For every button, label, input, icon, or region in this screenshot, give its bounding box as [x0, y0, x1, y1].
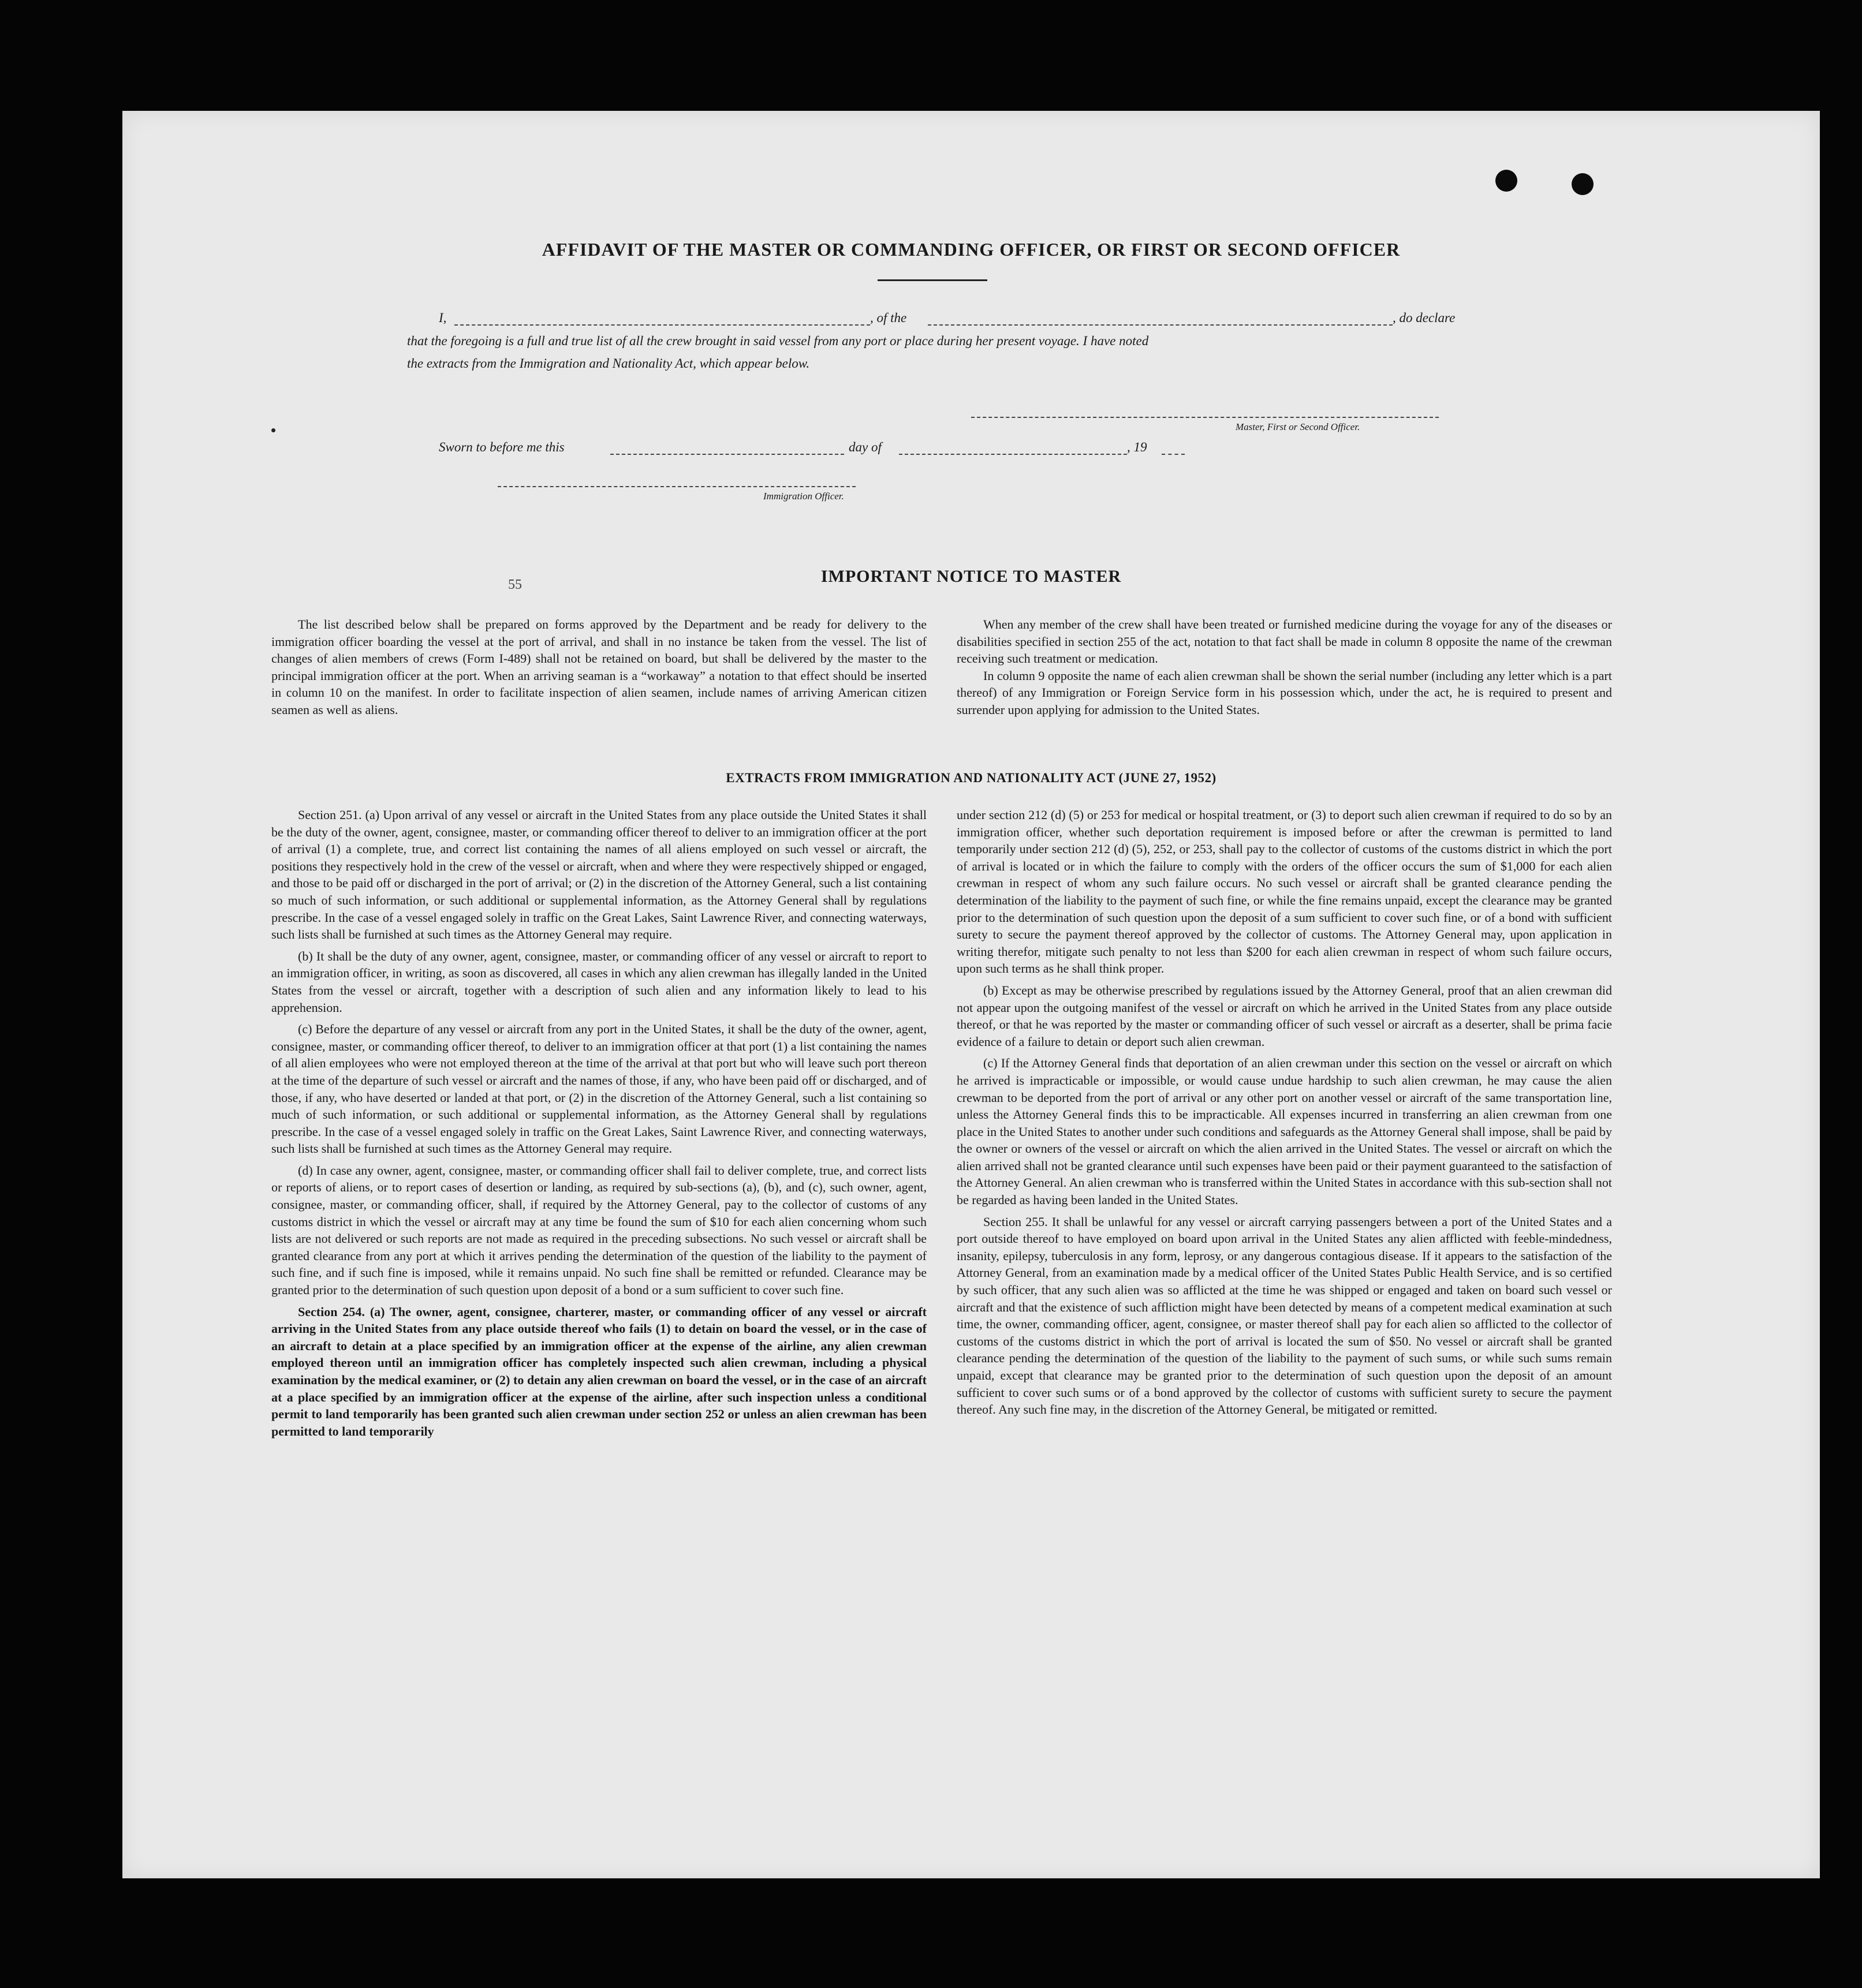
section-251d: (d) In case any owner, agent, consignee, master, or commanding officer shall fail to deliver complete, true, and correct lists or reports of aliens, or to report cases of desertion or landing, as required by sub-sections (a), (b), and (c), such owner, agent, consignee, master, or commanding officer, shall, if required by the Attorney General, pay to the collector of customs of any customs district in which the vessel or aircraft may at any time be found the sum of $10 for each alien concerning whom such lists are not delivered or such reports are not made as required in the preceding subsections. No such vessel or aircraft shall be granted clearance from any port at which it arrives pending the determination of the question of the liability to the payment of such fine, and if such fine is imposed, while it remains unpaid. No such fine shall be remitted or refunded. Clearance may be granted prior to the determination of such question upon deposit of a bond or a sum sufficient to cover such fine. [271, 1163, 927, 1298]
notice-right-paragraph-2: In column 9 opposite the name of each alien crewman shall be shown the serial number (including any letter which is a part thereof) of any Immigration or Foreign Service form in his possession which, under the act, he is required to present and surrender upon applying for admission to the United States. [957, 668, 1612, 717]
punch-hole-left [1495, 170, 1517, 192]
extracts-left-column [271, 806, 927, 1444]
master-signature-label: Master, First or Second Officer. [1236, 421, 1360, 432]
document-page [122, 111, 1820, 1878]
sworn-date-blank [610, 454, 844, 455]
extracts-heading: EXTRACTS FROM IMMIGRATION AND NATIONALITY ACT (JUNE 27, 1952) [726, 771, 1217, 785]
notice-heading: IMPORTANT NOTICE TO MASTER [820, 567, 1122, 586]
punch-hole-right [1572, 173, 1594, 195]
section-251a: Section 251. (a) Upon arrival of any vessel or aircraft in the United States from any place outside the United States it shall be the duty of the owner, agent, consignee, master, or commanding officer thereof to deliver to an immigration officer at the port of arrival (1) a complete, true, and correct list containing the names of all aliens employed on such vessel or aircraft, the positions they respectively hold in the crew of the vessel or aircraft, when and where they were respectively shipped or engaged, and those to be paid off or discharged in the port of arrival; or (2) in the discretion of the Attorney General, such a list containing so much of such information, or such additional or supplemental information, as the Attorney General shall by regulations prescribe. In the case of a vessel engaged solely in traffic on the Great Lakes, Saint Lawrence River, and connecting waterways, such lists shall be furnished at such times as the Attorney General may require. [271, 808, 927, 942]
immigration-officer-line [498, 486, 856, 487]
affidavit-statement-line: that the foregoing is a full and true list of all the crew brought in said vessel from any port or place during her present voyage. I have noted [407, 334, 1149, 348]
section-254b: (b) Except as may be otherwise prescribed by regulations issued by the Attorney General, proof that an alien crewman did not appear upon the outgoing manifest of the vessel or aircraft on which he arrived in the United States from any place outside thereof, or that he was reported by the master or commanding officer of such vessel or aircraft as a deserter, shall be prima facie evidence of a failure to detain or deport such alien crewman. [957, 982, 1612, 1049]
section-254c: (c) If the Attorney General finds that deportation of an alien crewman under this section on the vessel or aircraft on which he arrived is impracticable or impossible, or would cause undue hardship to such alien crewman, he may cause the alien crewman to be deported from the port of arrival or any other port on another vessel or aircraft of the same transportation line, unless the Attorney General finds this to be impracticable. All expenses incurred in transferring an alien crewman from one place in the United States to another under such conditions and safeguards as the Attorney General shall impose, shall be paid by the owner or owners of the vessel or aircraft on which the alien arrived in the United States. The vessel or aircraft on which the alien arrived shall not be granted clearance until such expenses have been paid or their payment guaranteed to the satisfaction of the Attorney General. An alien crewman who is transferred within the United States in accordance with this sub-section shall not be regarded as having been landed in the United States. [957, 1056, 1612, 1208]
month-blank [899, 454, 1127, 455]
year-blank [1162, 454, 1185, 455]
title-underline [878, 279, 987, 281]
day-of-label: day of [849, 440, 882, 454]
affidavit-i-label: I, [439, 311, 447, 325]
notice-left-column [271, 616, 927, 723]
section-255: Section 255. It shall be unlawful for any vessel or aircraft carrying passengers between a port of the United States and a port outside thereof to have employed on board upon arrival in the United States any alien afflicted with feeble-mindedness, insanity, epilepsy, tuberculosis in any form, leprosy, or any dangerous contagious disease. If it appears to the satisfaction of the Attorney General, from an examination made by a medical officer of the United States Public Health Service, and is so certified by such officer, that any such alien was so afflicted at the time he was shipped or engaged and taken on board such vessel or aircraft and that the existence of such affliction might have been detected by means of a competent medical examination at such time, the owner, commanding officer, agent, consignee, or master thereof shall pay for each alien so afflicted to the collector of customs of the customs district in which the port of arrival is located the sum of $50. No vessel or aircraft shall be granted clearance pending the determination of the question of the liability to the payment of such sums, or while such sums remain unpaid, except that clearance may be granted prior to the determination of such question upon the deposit of an amount sufficient to cover such sums or of a bond approved by the collector of customs with sufficient surety to secure the payment thereof. Any such fine may, in the discretion of the Attorney General, be mitigated or remitted. [957, 1214, 1612, 1417]
affidavit-title: AFFIDAVIT OF THE MASTER OR COMMANDING OFFICER, OR FIRST OR SECOND OFFICER [542, 239, 1401, 260]
section-251c: (c) Before the departure of any vessel or aircraft from any port in the United States, it shall be the duty of the owner, agent, consignee, master, or commanding officer thereof, to deliver to an immigration officer at that port (1) a list containing the names of all alien employees who were not employed thereon at the time of the arrival at that port but who will leave such port thereon at the time of the departure of such vessel or aircraft and the names of those, if any, who have been paid off or discharged, and of those, if any, who have deserted or landed at that port, or (2) in the discretion of the Attorney General, such a list containing so much of such information, or such additional or supplemental information, as the Attorney General shall by regulations prescribe. In the case of a vessel engaged solely in traffic on the Great Lakes, Saint Lawrence River, and connecting waterways, such lists shall be furnished at such times as the Attorney General may require. [271, 1022, 927, 1156]
master-signature-line [971, 417, 1439, 418]
notice-left-paragraph: The list described below shall be prepared on forms approved by the Department and be ready for delivery to the immigration officer boarding the vessel at the port of arrival, and shall in no instance be taken from the vessel. The list of changes of alien members of crews (Form I-489) shall not be retained on board, but shall be delivered by the master to the principal immigration officer at the port. When an arriving seaman is a “workaway” a notation to that effect should be inserted in column 10 on the manifest. In order to facilitate inspection of alien seamen, include names of arriving American citizen seamen as well as aliens. [271, 617, 927, 717]
affidavit-of-the-label: , of the [870, 311, 907, 325]
affidavit-declare-label: , do declare [1393, 311, 1456, 325]
notice-right-column [957, 616, 1612, 723]
section-254a: Section 254. (a) The owner, agent, consignee, charterer, master, or commanding officer of any vessel or aircraft arriving in the United States from any place outside thereof who fails (1) to detain on board the vessel, or in the case of an aircraft to detain at a place specified by an immigration officer at the expense of the airline, any alien crewman employed thereon until an immigration officer has completely inspected such alien crewman, including a physical examination by the medical examiner, or (2) to detain any alien crewman on board the vessel, or in the case of an aircraft at a place specified by an immigration officer at the expense of the airline, after such inspection unless a conditional permit to land temporarily has been granted such alien crewman under section 252 or unless an alien crewman has been permitted to land temporarily [271, 1304, 927, 1438]
name-blank [454, 324, 870, 326]
year-label: , 19 [1127, 440, 1147, 454]
sworn-label: Sworn to before me this [439, 440, 565, 454]
vessel-blank [928, 324, 1393, 326]
ink-speck [271, 428, 275, 432]
section-251b: (b) It shall be the duty of any owner, agent, consignee, master, or commanding officer of any vessel or aircraft to report to an immigration officer, in writing, as soon as discovered, all cases in which any alien crewman has illegally landed in the United States from the vessel or aircraft, together with a description of such alien and any information likely to lead to his apprehension. [271, 948, 927, 1015]
notice-right-paragraph-1: When any member of the crew shall have been treated or furnished medicine during the voyage for any of the diseases or disabilities specified in section 255 of the act, notation to that fact shall be made in column 8 opposite the name of the crewman receiving such treatment or medication. [957, 617, 1612, 666]
extracts-right-column [957, 806, 1612, 1423]
affidavit-extracts-line: the extracts from the Immigration and Nationality Act, which appear below. [407, 356, 810, 371]
immigration-officer-label: Immigration Officer. [763, 491, 844, 502]
section-254a-continued: under section 212 (d) (5) or 253 for medical or hospital treatment, or (3) to deport such alien crewman if required to do so by an immigration officer, whether such deportation requirement is imposed before or after the crewman is permitted to land temporarily under section 212 (d) (5), 252, or 253, shall pay to the collector of customs of the customs district in which the port of arrival is located or in which the failure to comply with the orders of the officer occurs the sum of $1,000 for each alien crewman in respect of whom any such failure occurs. No such vessel or aircraft shall be granted clearance pending the determination of the liability to the payment of such fine, or while the fine remains unpaid, except the clearance may be granted prior to the determination of such question upon the deposit of a sum sufficient to cover such fine, or of a bond with sufficient surety to secure the payment thereof approved by the collector of customs. The Attorney General may, upon application in writing therefor, mitigate such penalty to not less than $200 for each alien crewman in respect of whom such failure occurs, upon such terms as he shall think proper. [957, 808, 1612, 976]
faint-stamp-mark: 55 [508, 577, 522, 592]
